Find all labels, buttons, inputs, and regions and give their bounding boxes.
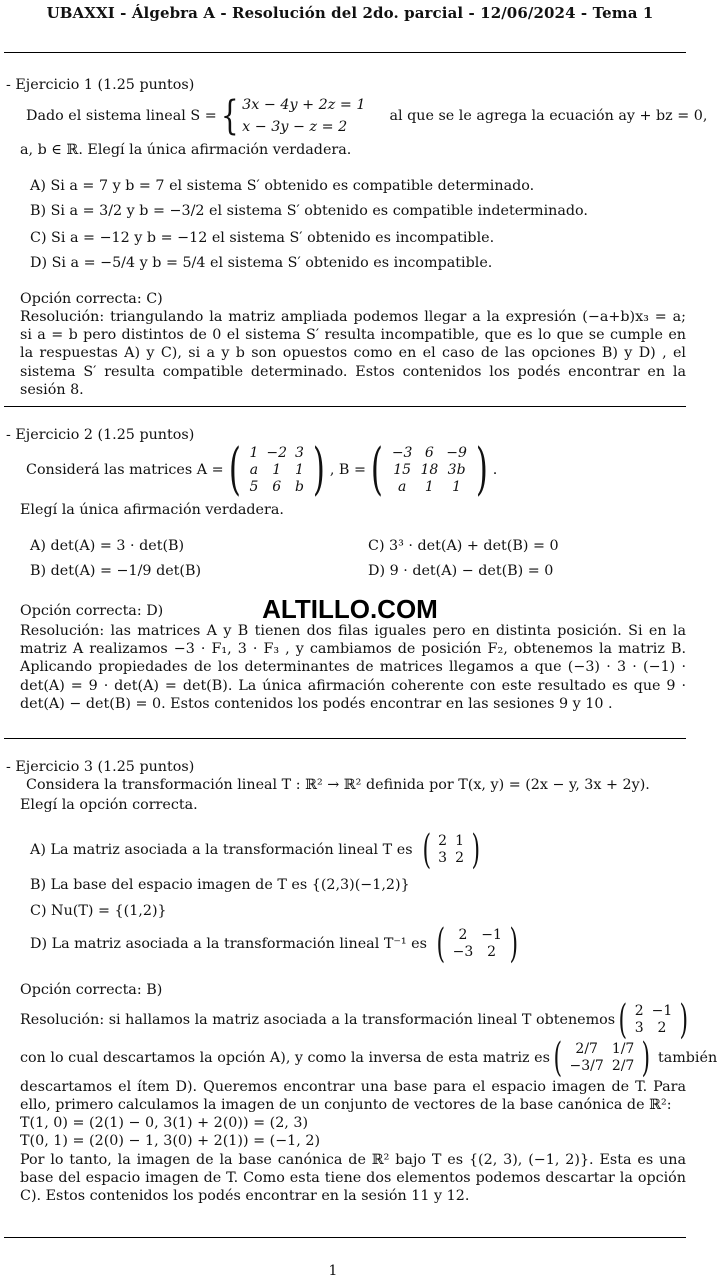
ex3-calc2: T(0, 1) = (2(0) − 1, 3(0) + 2(1)) = (−1, 2) (20, 1133, 321, 1149)
ex1-resolution: Resolución: triangulando la matriz ampliada podemos llegar a la expresión (−a+b)x₃ = a; si a = b pero distintos de 0 el sistema S′ resulta incompatible, que es lo que se cumple en la respuestas A) y C), si a y b son opuestos como en el caso de las opciones B) y D) , el sistema S′ resulta compatible determinado. Estos contenidos los podés encontrar en la sesión 8. (20, 309, 686, 398)
system-brace: { (220, 93, 239, 139)
watermark: ALTILLO.COM (262, 594, 438, 624)
left-paren: ( (436, 921, 446, 967)
matrix-cell: 18 (420, 461, 439, 478)
right-paren: ) (312, 437, 325, 502)
page-title: UBAXXI - Álgebra A - Resolución del 2do. parcial - 12/06/2024 - Tema 1 (46, 4, 654, 22)
matrix-cell: −3 (391, 444, 413, 461)
res-matrix1-wrap (615, 997, 692, 1043)
matrix-a (245, 445, 308, 496)
matrix-cell: 2 (634, 1003, 644, 1019)
ex3-option-b: B) La base del espacio imagen de T es {(2,3)(−1,2)} (30, 877, 410, 893)
ex2-instruction: Elegí la única afirmación verdadera. (20, 502, 284, 518)
divider (4, 406, 686, 407)
matrix-cell: −1 (481, 927, 502, 943)
ex3-res-line1-text: Resolución: si hallamos la matriz asociada a la transformación lineal T obtenemos (20, 1012, 616, 1028)
matrix-cell: 2 (487, 944, 497, 960)
matrix-cell: 2 (458, 927, 468, 943)
ex1-option-c: C) Si a = −12 y b = −12 el sistema S′ obtenido es incompatible. (30, 230, 495, 246)
matrix-cell: 3 (438, 850, 448, 866)
ex2-option-d: D) 9 · det(A) − det(B) = 0 (368, 563, 554, 579)
matrix-cell: 1 (424, 478, 434, 495)
matrix-cell: 1 (455, 833, 465, 849)
ex1-intro-pre: Dado el sistema lineal S = (26, 108, 217, 124)
matrix-cell: −3 (452, 944, 474, 960)
matrix-cell: 1 (249, 444, 259, 461)
ex1-option-b: B) Si a = 3/2 y b = −3/2 el sistema S′ obtenido es compatible indeterminado. (30, 203, 588, 219)
right-paren: ) (475, 437, 488, 502)
ex2-heading: - Ejercicio 2 (1.25 puntos) (6, 427, 195, 443)
ex3-instruction: Elegí la opción correcta. (20, 797, 198, 813)
matrix-cell: 2 (438, 833, 448, 849)
ex1-eq1: 3x − 4y + 2z = 1 (242, 97, 366, 113)
matrix-cell: 1 (295, 461, 304, 478)
ex1-eq2: x − 3y − z = 2 (242, 119, 348, 135)
ex1-intro-line2: a, b ∈ ℝ. Elegí la única afirmación verdadera. (20, 142, 352, 158)
ex2-option-a: A) det(A) = 3 · det(B) (30, 538, 185, 554)
ex3-option-d-text: D) La matriz asociada a la transformación lineal T⁻¹ es (30, 936, 427, 952)
left-paren: ( (370, 437, 383, 502)
ex2-option-b: B) det(A) = −1/9 det(B) (30, 563, 202, 579)
ex2-resolution: Resolución: las matrices A y B tienen dos filas iguales pero en distinta posición. Si en la matriz A realizamos −3 · F₁, 3 · F₃ , y cambiamos de posición F₂, obtenemos la matriz B. Aplicando propiedades de los determinantes de matrices llegamos a que (−3) · 3 · (−1) · det(A) = 9 · det(A) = det(B). La única afirmación coherente con este resultado es que 9 · det(A) − det(B) = 0. Estos contenidos los podés encontrar en las sesiones 9 y 10 . (20, 623, 686, 712)
ex3-calc1: T(1, 0) = (2(1) − 0, 3(1) + 2(0)) = (2, 3) (20, 1115, 309, 1131)
left-paren: ( (422, 827, 431, 873)
matrix-cell: b (295, 478, 304, 495)
ex3-option-c: C) Nu(T) = {(1,2)} (30, 903, 167, 919)
ex3-res-line2-post: también (657, 1050, 717, 1066)
matrix-cell: −1 (651, 1003, 673, 1019)
ex1-option-a: A) Si a = 7 y b = 7 el sistema S′ obtenido es compatible determinado. (30, 178, 535, 194)
ex3-res-line1 (20, 997, 689, 1043)
right-paren: ) (471, 827, 481, 873)
divider (4, 738, 686, 739)
matrix-cell: −9 (446, 444, 467, 461)
ex3-heading: - Ejercicio 3 (1.25 puntos) (6, 759, 195, 775)
right-paren: ) (509, 921, 518, 967)
ex1-heading: - Ejercicio 1 (1.25 puntos) (6, 77, 195, 93)
ex2-intro-pre: Considerá las matrices A = (26, 462, 224, 478)
matrix-cell: 2 (657, 1020, 667, 1036)
ex2-option-c: C) 3³ · det(A) + det(B) = 0 (368, 538, 559, 554)
ex3-correct: Opción correcta: B) (20, 982, 163, 998)
right-paren: ) (641, 1035, 651, 1081)
matrix-cell: 6 (424, 444, 434, 461)
matrix-cell: 3 (295, 444, 304, 461)
ex3-res-line2-pre: con lo cual descartamos la opción A), y como la inversa de esta matriz es (20, 1050, 550, 1066)
matrix-cell: 2/7 (575, 1041, 598, 1057)
matrix-b (388, 445, 471, 496)
right-paren: ) (679, 997, 689, 1043)
ex1-system (242, 94, 365, 138)
ex1-correct: Opción correcta: C) (20, 291, 163, 307)
left-paren: ( (228, 437, 241, 502)
ex3-res-line2 (20, 1035, 717, 1081)
matrix-cell: 1 (452, 478, 462, 495)
divider (4, 1237, 686, 1238)
matrix-cell: −2 (266, 444, 288, 461)
ex2-correct: Opción correcta: D) (20, 603, 164, 619)
ex3-intro: Considera la transformación lineal T : ℝ² → ℝ² definida por T(x, y) = (2x − y, 3x + 2y). (26, 777, 650, 793)
matrix-cell: 1/7 (611, 1041, 635, 1057)
matrix-cell: 3b (447, 461, 466, 478)
matrix-res-1 (631, 1003, 677, 1037)
matrix-option-a (434, 833, 468, 867)
left-paren: ( (618, 997, 628, 1043)
matrix-cell: 6 (272, 478, 282, 495)
ex1-intro (26, 93, 708, 139)
matrix-option-d (449, 927, 506, 961)
ex3-conclusion: Por lo tanto, la imagen de la base canónica de ℝ² bajo T es {(2, 3), (−1, 2)}. Esta es una base del espacio imagen de T. Como esta tiene dos elementos podemos descartar la opción C). Estos contenidos los podés encontrar en la sesión 11 y 12. (20, 1152, 686, 1205)
matrix-cell: a (249, 461, 259, 478)
matrix-res-2 (566, 1041, 639, 1075)
divider (4, 52, 686, 53)
ex2-mid: , B = (329, 462, 366, 478)
left-paren: ( (553, 1035, 563, 1081)
ex2-intro (26, 437, 498, 502)
ex3-res-rest: descartamos el ítem D). Queremos encontrar una base para el espacio imagen de T. Para ello, primero calculamos la imagen de un conjunto de vectores de la base canónica de ℝ²: (20, 1079, 686, 1114)
res-matrix2-wrap (550, 1035, 717, 1081)
ex1-option-d: D) Si a = −5/4 y b = 5/4 el sistema S′ obtenido es incompatible. (30, 255, 493, 271)
matrix-cell: 5 (249, 478, 259, 495)
matrix-cell: a (397, 478, 407, 495)
ex3-option-d (30, 921, 521, 967)
matrix-cell: 2 (455, 850, 465, 866)
ex1-intro-post: al que se le agrega la ecuación ay + bz = 0, (389, 108, 708, 124)
ex3-option-a-text: A) La matriz asociada a la transformación lineal T es (30, 842, 413, 858)
matrix-cell: −3/7 (569, 1058, 604, 1074)
ex3-option-a (30, 827, 484, 873)
matrix-cell: 15 (393, 461, 412, 478)
matrix-cell: 1 (272, 461, 282, 478)
matrix-cell: 3 (634, 1020, 644, 1036)
ex2-end: . (492, 462, 498, 478)
page-number: 1 (328, 1263, 338, 1279)
matrix-cell: 2/7 (611, 1058, 635, 1074)
